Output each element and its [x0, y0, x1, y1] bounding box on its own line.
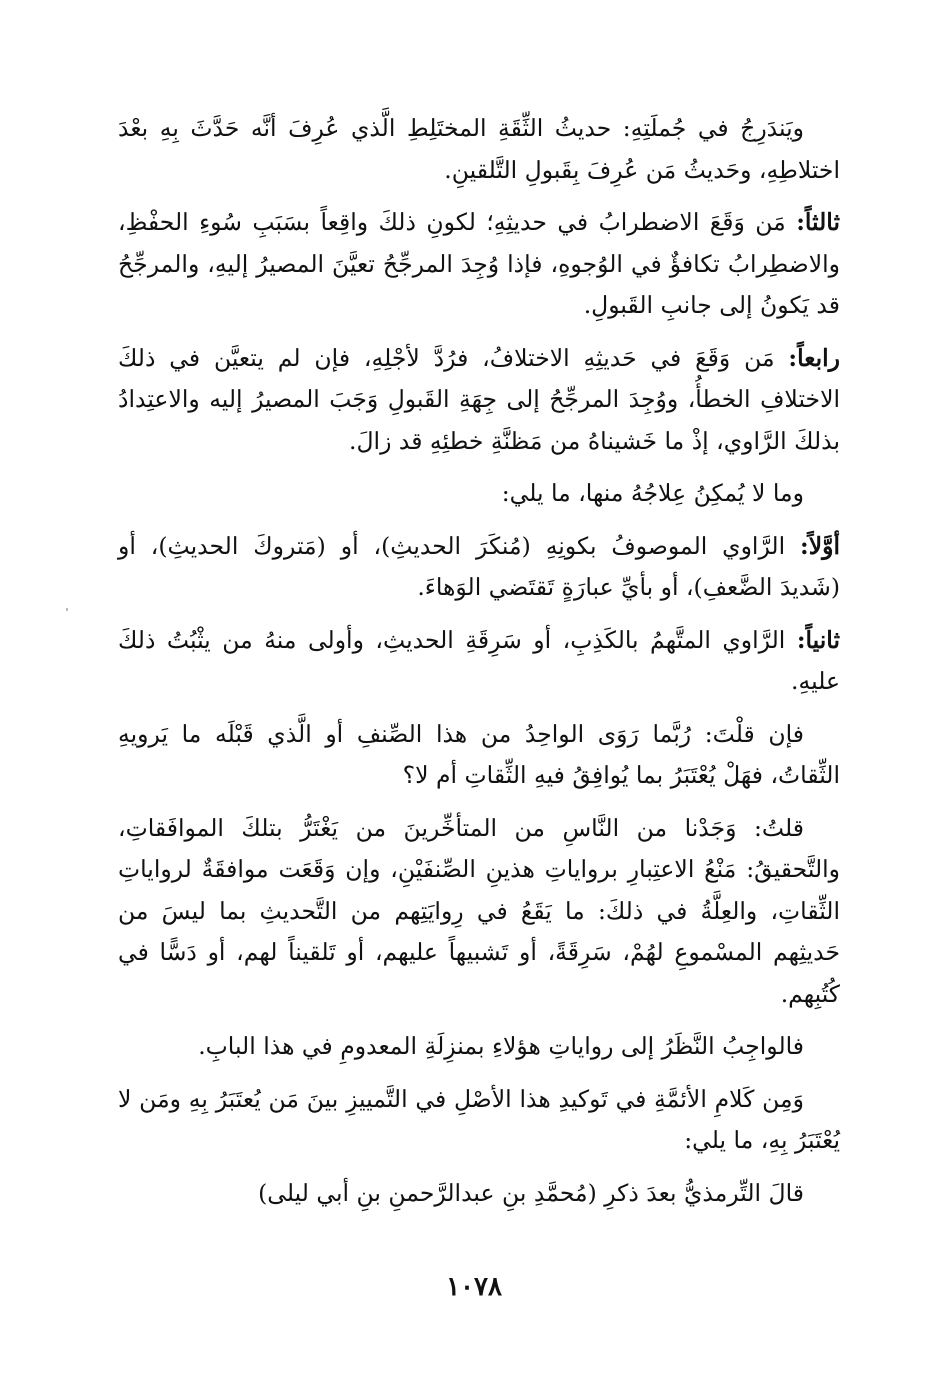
paragraph-7 [118, 714, 840, 797]
paragraph-3 [118, 338, 840, 463]
paragraph-text: قلتُ: وَجَدْنا من النَّاسِ من المتأخِّرينَ من يَغْتَرُّ بتلكَ الموافَقاتِ، والتَّحقيقُ: مَنْعُ الاعتِبارِ برواياتِ هذينِ الصِّنفَيْنِ، وإن وَقَعَت موافقَةٌ لرواياتِ الثِّقاتِ، والعِلَّةُ في ذلكَ: ما يَقَعُ في رِوايَتِهم من التَّحديثِ بما ليسَ من حَديثِهم المسْموعِ لهُمْ، سَرِقَةً، أو تَشبيهاً عليهم، أو تَلقيناً لهم، أو دَسًّا في كُتُبِهم. [118, 813, 840, 1008]
paragraph-8 [118, 808, 840, 1016]
scan-speck [66, 608, 68, 611]
paragraph-text: قالَ التِّرمذيُّ بعدَ ذكرِ (مُحمَّدِ بنِ عبدالرَّحمنِ بنِ أبي ليلى) [258, 1178, 804, 1207]
paragraph-text: وما لا يُمكِنُ عِلاجُهُ منها، ما يلي: [501, 479, 804, 507]
paragraph-4 [118, 473, 840, 515]
paragraph-lead: ثانياً: [796, 625, 840, 654]
paragraph-lead: ثالثاً: [796, 208, 840, 236]
paragraph-5 [118, 526, 840, 609]
page-number: ١٠٧٨ [446, 1272, 502, 1302]
paragraph-6 [118, 620, 840, 703]
main-text [118, 108, 840, 1225]
paragraph-lead: أوَّلاً: [800, 531, 840, 560]
paragraph-1 [118, 108, 840, 191]
paragraph-text: مَن وَقَعَ في حَديثِهِ الاختلافُ، فرُدَّ لأجْلِهِ، فإن لم يتعيَّن في ذلكَ الاختلافِ الخطأُ، ووُجِدَ المرجِّحُ إلى جِهَةِ القَبولِ وَجَبَ المصيرُ إليه والاعتِدادُ بذلكَ الرَّاوي، إذْ ما خَشيناهُ من مَظنَّةِ خطئِهِ قد زالَ. [118, 343, 840, 455]
paragraph-text: مَن وَقَعَ الاضطرابُ في حديثِهِ؛ لكونِ ذلكَ واقِعاً بسَبَبِ سُوءِ الحفْظِ، والاضطِرابُ تكافؤٌ في الوُجوهِ، فإذا وُجِدَ المرجِّحُ تعيَّنَ المصيرُ إليهِ، والمرجِّحُ قد يَكونُ إلى جانبِ القَبولِ. [118, 208, 840, 319]
paragraph-text: فإن قلْتَ: رُبَّما رَوَى الواحِدُ من هذا الصِّنفِ أو الَّذي قَبْلَه ما يَرويهِ الثِّقاتُ، فهَلْ يُعْتَبَرُ بما يُوافِقُ فيهِ الثِّقاتِ أم لا؟ [118, 719, 840, 789]
paragraph-text: الرَّاوي المتَّهمُ بالكَذِبِ، أو سَرِقَةِ الحديثِ، وأولى منهُ من يثْبُتُ ذلكَ عليهِ. [118, 625, 840, 695]
paragraph-text: فالواجِبُ النَّظَرُ إلى رواياتِ هؤلاءِ بمنزِلَةِ المعدومِ في هذا البابِ. [198, 1032, 804, 1060]
paragraph-lead: رابعاً: [788, 343, 840, 372]
paragraph-11 [118, 1173, 840, 1215]
paragraph-text: ويَندَرِجُ في جُملَتِهِ: حديثُ الثِّقَةِ المختَلِطِ الَّذي عُرِفَ أنَّه حَدَّثَ بِهِ بعْدَ اختلاطِهِ، وحَديثُ مَن عُرِفَ بِقَبولِ التَّلقينِ. [118, 114, 840, 184]
paragraph-text: الرَّاوي الموصوفُ بكونِهِ (مُنكَرَ الحديثِ)، أو (مَتروكَ الحديثِ)، أو (شَديدَ الضَّعفِ)، أو بأيِّ عبارَةٍ تَقتَضي الوَهاءَ. [118, 531, 840, 601]
paragraph-10 [118, 1079, 840, 1162]
paragraph-2 [118, 202, 840, 327]
paragraph-text: وَمِن كَلامِ الأئمَّةِ في تَوكيدِ هذا الأصْلِ في التَّمييزِ بينَ مَن يُعتَبَرُ بِهِ ومَن لا يُعْتَبَرُ بِهِ، ما يلي: [118, 1084, 840, 1154]
paragraph-9 [118, 1026, 840, 1068]
